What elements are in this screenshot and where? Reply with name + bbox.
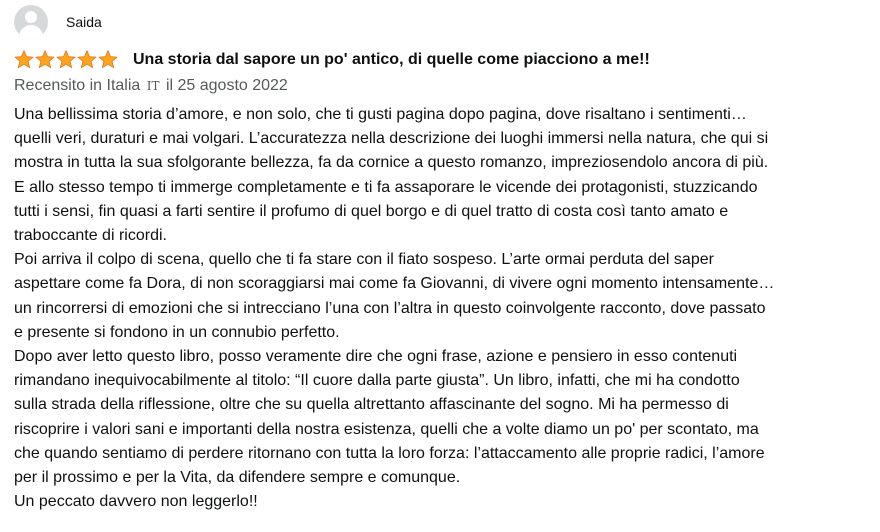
- star-icon: [98, 50, 118, 69]
- review-text-line: rimandano inequivocabilmente al titolo: “Il cuore dalla parte giusta”. Un libro, infatti, che mi ha condotto: [14, 372, 740, 390]
- review-text-line: Dopo aver letto questo libro, posso veramente dire che ogni frase, azione e pensiero in esso contenuti: [14, 348, 738, 366]
- review-text-line: tutti i sensi, fin quasi a farti sentire il profumo di quel borgo e di quel tratto di costa così tanto amato e: [14, 202, 729, 220]
- country-code: IT: [146, 79, 160, 93]
- review-text-line: Una bellissima storia d’amore, e non solo, che ti gusti pagina dopo pagina, dove risaltano i sentimenti…: [14, 106, 747, 123]
- review-text-line: riscoprire i valori sani e importanti della nostra esistenza, quelli che a volte diamo un po' per scontato, ma: [14, 420, 759, 438]
- review-title[interactable]: Una storia dal sapore un po' antico, di quelle come piacciono a me!!: [133, 50, 650, 68]
- review-location: Recensito in Italia: [14, 77, 141, 94]
- review-title-row: [14, 50, 650, 69]
- review-text-line: e presente si fondono in un connubio perfetto.: [14, 323, 340, 341]
- star-icon: [77, 50, 97, 69]
- review-text-line: sulla strada della riflessione, oltre che su quella altrettanto affascinante del sogno. Mi ha permesso di: [14, 396, 729, 414]
- review-text-line: che quando sentiamo di perdere ritornano con tutta la loro forza: l’attaccamento alle proprie radici, l’amore: [14, 444, 765, 462]
- reviewer-profile[interactable]: [14, 4, 102, 40]
- review-text-line: Un peccato davvero non leggerlo!!: [14, 493, 258, 511]
- star-icon: [14, 50, 34, 69]
- review-text-line: mostra in tutta la sua sfolgorante bellezza, fa da cornice a questo romanzo, impreziosendolo ancora di più.: [14, 154, 769, 172]
- review-date: il 25 agosto 2022: [165, 77, 288, 94]
- star-icon: [35, 50, 55, 69]
- star-rating[interactable]: [14, 50, 119, 69]
- default-user-icon[interactable]: [14, 5, 48, 39]
- review-text-line: traboccante di ricordi.: [14, 227, 167, 245]
- review-body: [14, 103, 874, 514]
- reviewer-name[interactable]: Saida: [66, 14, 102, 30]
- review-meta: [14, 77, 288, 95]
- review-text-line: quelli veri, duraturi e mai volgari. L’accuratezza nella descrizione dei luoghi immersi nella natura, che qui si: [14, 130, 769, 148]
- review-text-line: un rincorrersi di emozioni che si intrecciano l’una con l’altra in questo coinvolgente racconto, dove passato: [14, 299, 766, 317]
- star-icon: [56, 50, 76, 69]
- review-text-line: per il prossimo e per la Vita, da difendere sempre e comunque.: [14, 469, 461, 487]
- review-text-line: E allo stesso tempo ti immerge completamente e ti fa assaporare le vicende dei protagonisti, stuzzicando: [14, 178, 758, 196]
- review-text-line: aspettare come fa Dora, di non scoraggiarsi mai come fa Giovanni, di vivere ogni momento intensamente…: [14, 275, 775, 293]
- review-text-line: Poi arriva il colpo di scena, quello che ti fa stare con il fiato sospeso. L’arte ormai perduta del saper: [14, 251, 714, 269]
